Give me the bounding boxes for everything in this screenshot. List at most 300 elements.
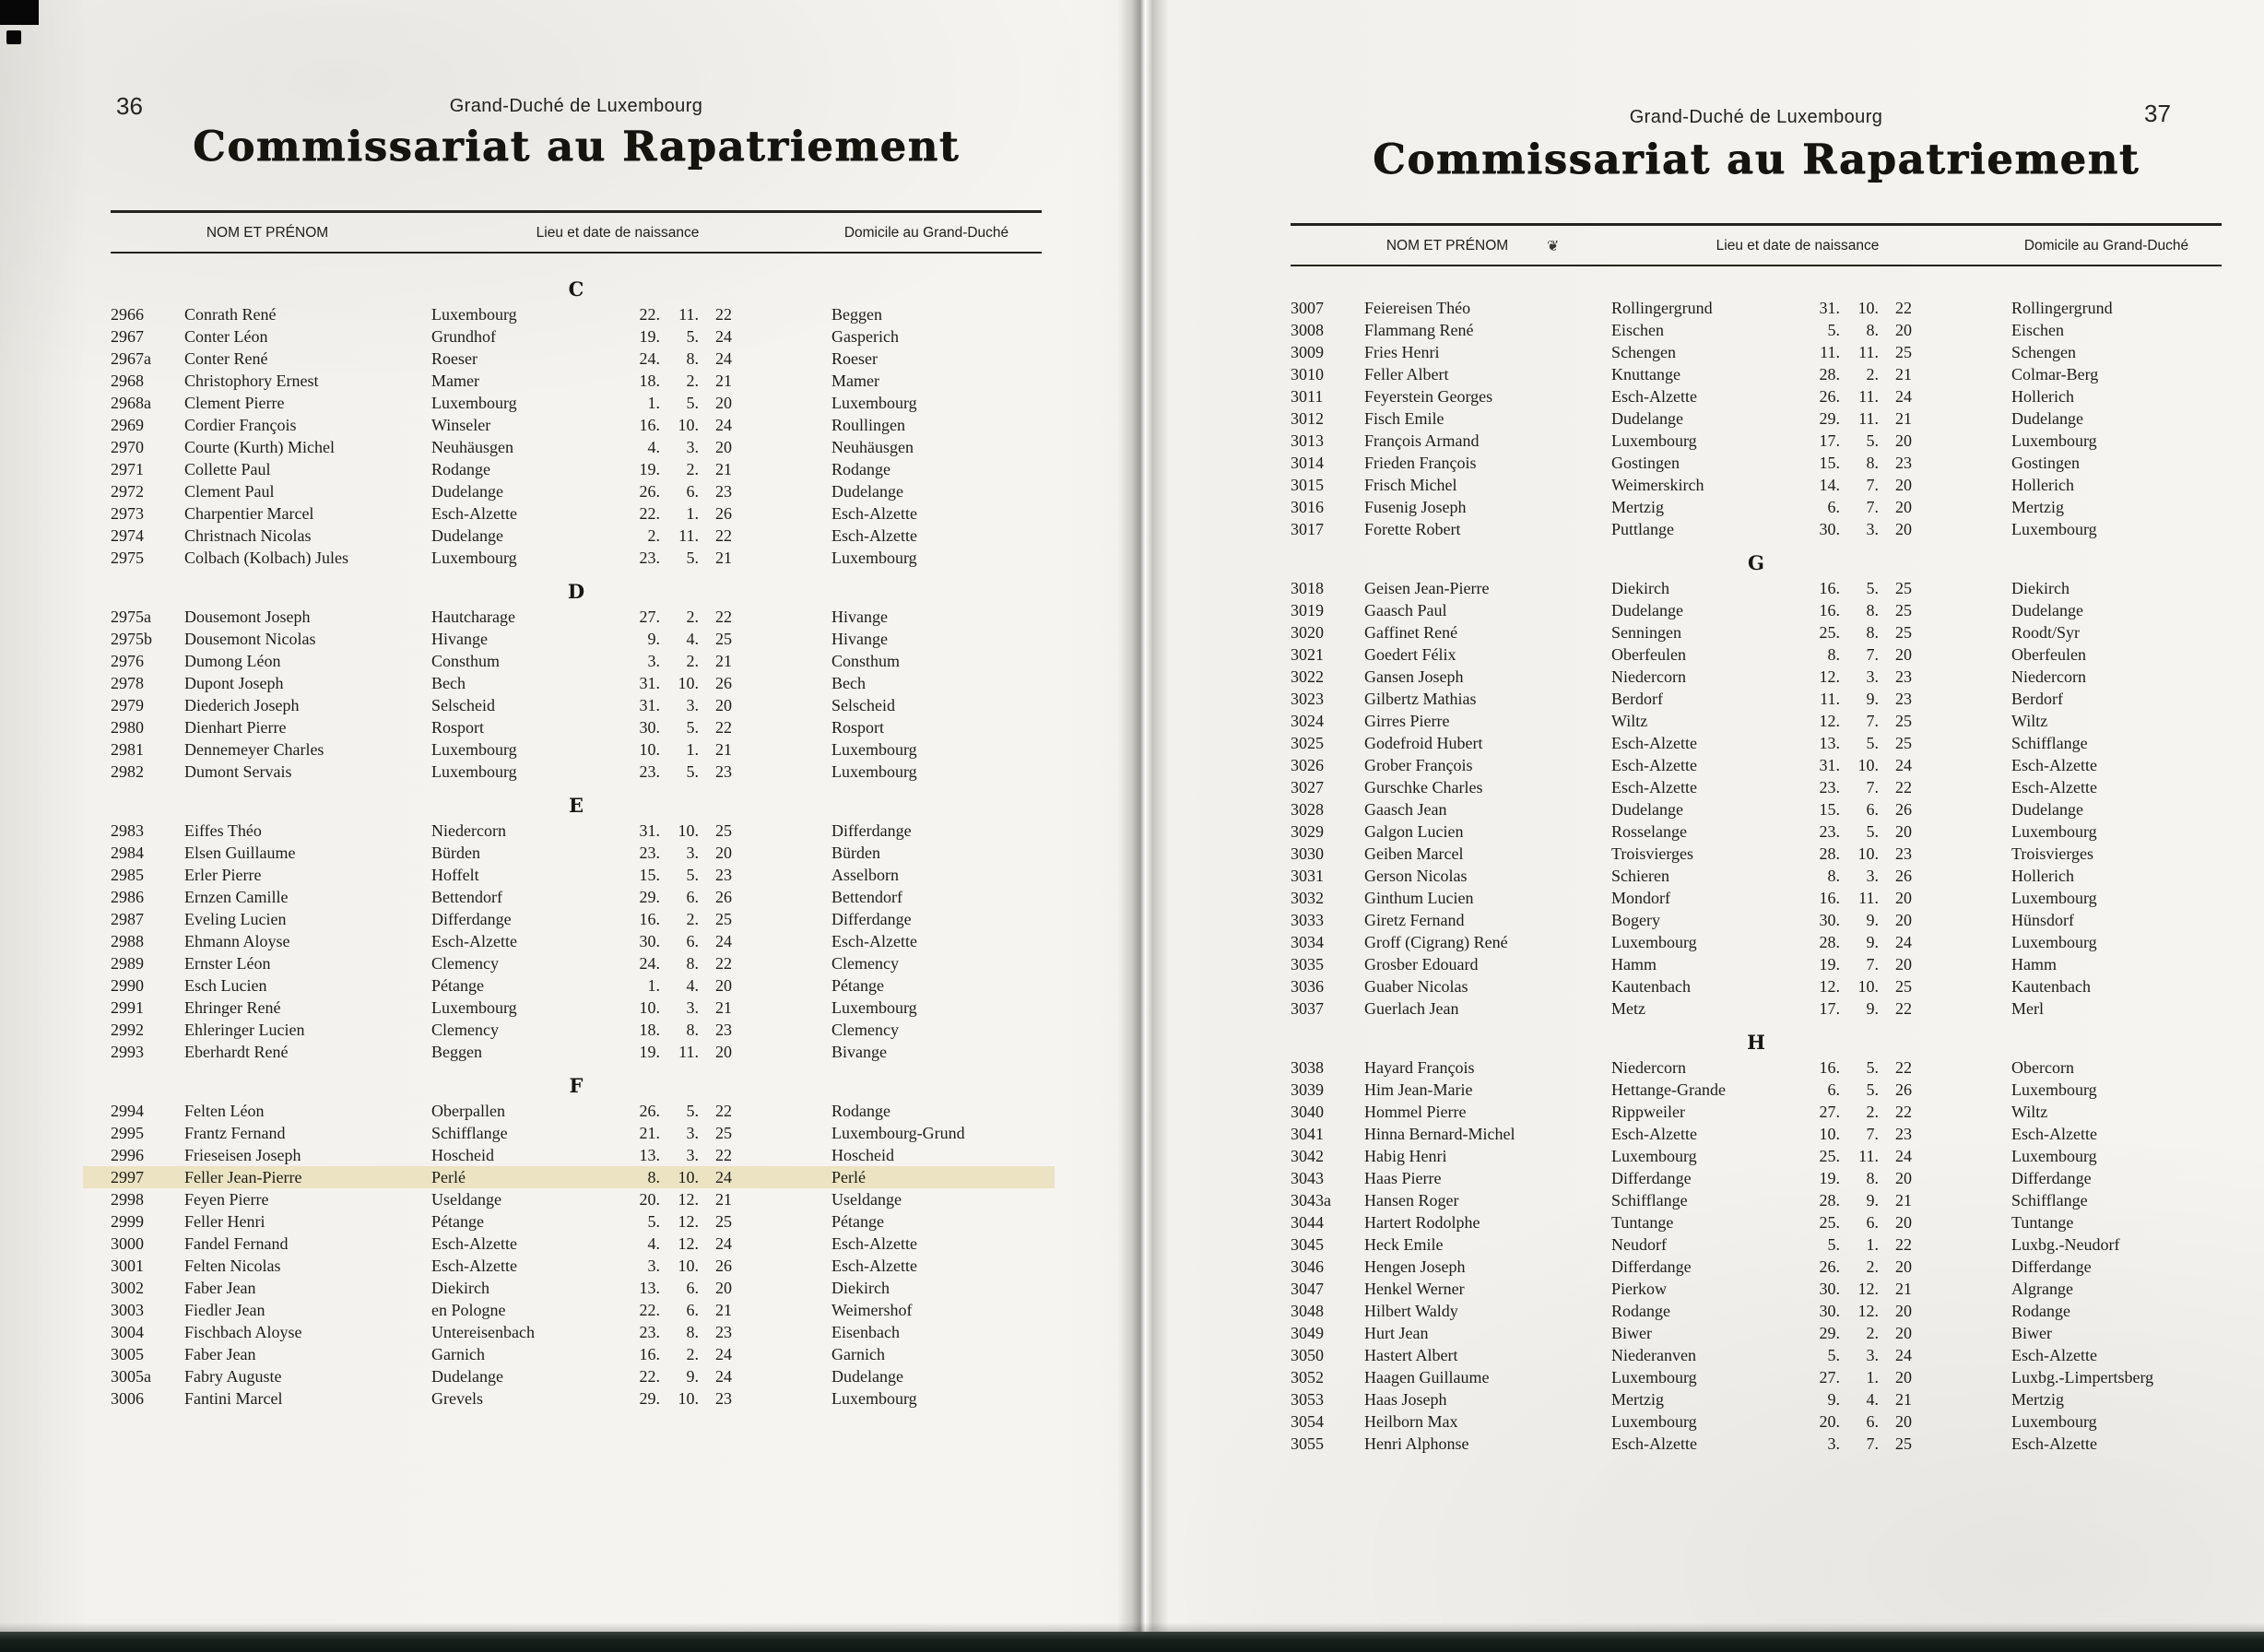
row-birthdate — [625, 1144, 800, 1166]
birth-month: 6. — [686, 1301, 699, 1319]
birth-month: 4. — [686, 630, 699, 648]
row-domicile: Clemency — [831, 1021, 899, 1039]
row-id: 3043 — [1291, 1169, 1324, 1187]
row-name: Hengen Joseph — [1364, 1257, 1466, 1276]
row-name: Heilborn Max — [1364, 1412, 1458, 1431]
row-domicile: Perlé — [831, 1168, 866, 1186]
birth-year: 20 — [1895, 1302, 1912, 1320]
row-name: Dupont Joseph — [184, 674, 284, 692]
row-birthplace: Mondorf — [1611, 889, 1670, 907]
row-id: 2987 — [111, 910, 144, 928]
table-row — [1291, 666, 2222, 688]
table-row — [1291, 997, 2222, 1020]
row-birthdate — [1805, 1123, 1980, 1145]
birth-year: 25 — [715, 821, 732, 840]
birth-year: 23 — [715, 482, 732, 501]
birth-day: 30. — [1819, 520, 1840, 538]
birth-month: 12. — [1857, 1280, 1879, 1298]
birth-month: 6. — [1866, 1213, 1879, 1232]
table-row — [1291, 1233, 2222, 1256]
row-name: Feiereisen Théo — [1364, 299, 1471, 317]
table-row — [111, 1255, 1042, 1277]
table-row — [111, 1210, 1042, 1233]
row-domicile: Luxembourg-Grund — [831, 1124, 965, 1142]
table-row — [1291, 643, 2222, 666]
birth-year: 25 — [715, 630, 732, 648]
row-birthplace: Schengen — [1611, 343, 1676, 361]
row-id: 2981 — [111, 740, 144, 759]
row-id: 3055 — [1291, 1434, 1324, 1453]
table-row — [111, 694, 1042, 716]
row-id: 3006 — [111, 1389, 144, 1408]
row-birthplace: Grundhof — [431, 327, 496, 346]
row-id: 3033 — [1291, 911, 1324, 929]
birth-month: 6. — [686, 482, 699, 501]
birth-day: 29. — [639, 1389, 660, 1408]
birth-month: 10. — [678, 1168, 699, 1186]
page-left — [111, 0, 1042, 1567]
table-row — [1291, 1410, 2222, 1433]
table-header-left — [111, 210, 1042, 254]
row-birthplace: Hoscheid — [431, 1146, 494, 1164]
row-id: 3039 — [1291, 1080, 1324, 1099]
row-id: 2992 — [111, 1021, 144, 1039]
birth-day: 16. — [1819, 1058, 1840, 1077]
birth-month: 10. — [678, 674, 699, 692]
birth-day: 29. — [1819, 1324, 1840, 1342]
row-id: 2985 — [111, 866, 144, 884]
row-birthplace: Rippweiler — [1611, 1103, 1685, 1121]
row-id: 3009 — [1291, 343, 1324, 361]
row-domicile: Bettendorf — [831, 888, 902, 906]
birth-year: 20 — [715, 844, 732, 862]
row-birthdate — [1805, 953, 1980, 975]
row-birthdate — [1805, 1145, 1980, 1167]
birth-month: 4. — [686, 976, 699, 995]
birth-day: 16. — [1819, 889, 1840, 907]
row-name: Heck Emile — [1364, 1235, 1444, 1254]
birth-day: 5. — [1827, 1346, 1840, 1364]
row-birthdate — [625, 1343, 800, 1365]
birth-year: 20 — [715, 1279, 732, 1297]
birth-day: 3. — [1827, 1434, 1840, 1453]
row-name: Haagen Guillaume — [1364, 1368, 1490, 1386]
row-id: 2990 — [111, 976, 144, 995]
row-domicile: Esch-Alzette — [831, 504, 917, 523]
row-birthplace: Biwer — [1611, 1324, 1652, 1342]
row-birthdate — [1805, 474, 1980, 496]
row-birthplace: Hettange-Grande — [1611, 1080, 1726, 1099]
row-birthdate — [625, 820, 800, 842]
row-id: 3035 — [1291, 955, 1324, 974]
row-birthdate — [625, 1100, 800, 1122]
birth-month: 2. — [686, 910, 699, 928]
birth-year: 20 — [1895, 1412, 1912, 1431]
row-birthdate — [1805, 1344, 1980, 1366]
col-header-name: NOM ET PRÉNOM — [1386, 238, 1509, 254]
row-birthdate — [625, 738, 800, 761]
row-name: Grosber Edouard — [1364, 955, 1479, 974]
row-name: Fusenig Joseph — [1364, 498, 1467, 516]
row-domicile: Schifflange — [2011, 734, 2088, 752]
row-id: 2970 — [111, 438, 144, 456]
row-birthdate — [625, 525, 800, 547]
row-birthdate — [1805, 1211, 1980, 1233]
row-birthplace: Metz — [1611, 999, 1645, 1018]
row-id: 3042 — [1291, 1147, 1324, 1165]
birth-year: 26 — [1895, 1080, 1912, 1099]
birth-month: 7. — [1866, 778, 1879, 796]
table-row — [1291, 1278, 2222, 1300]
birth-month: 5. — [686, 327, 699, 346]
ink-stamp-icon: ❦ — [1547, 239, 1560, 254]
row-id: 3050 — [1291, 1346, 1324, 1364]
birth-day: 30. — [639, 718, 660, 737]
birth-day: 8. — [647, 1168, 660, 1186]
birth-month: 2. — [1866, 1324, 1879, 1342]
birth-day: 23. — [639, 1323, 660, 1341]
birth-month: 8. — [1866, 1169, 1879, 1187]
row-domicile: Selscheid — [831, 696, 895, 714]
birth-year: 21 — [1895, 1280, 1912, 1298]
table-row — [111, 1365, 1042, 1387]
row-birthdate — [625, 886, 800, 908]
table-row — [1291, 599, 2222, 621]
row-domicile: Obercorn — [2011, 1058, 2074, 1077]
row-birthplace: Hivange — [431, 630, 488, 648]
birth-year: 20 — [1895, 645, 1912, 664]
table-row — [1291, 363, 2222, 385]
row-birthdate — [625, 392, 800, 414]
birth-year: 22 — [1895, 299, 1912, 317]
row-name: Eveling Lucien — [184, 910, 287, 928]
row-birthplace: Esch-Alzette — [1611, 387, 1697, 406]
birth-year: 24 — [715, 349, 732, 368]
birth-day: 27. — [639, 608, 660, 626]
row-birthplace: Oberfeulen — [1611, 645, 1686, 664]
row-id: 3052 — [1291, 1368, 1324, 1386]
row-name: Feller Albert — [1364, 365, 1449, 384]
row-birthplace: Rodange — [1611, 1302, 1670, 1320]
row-birthplace: Luxembourg — [1611, 1412, 1697, 1431]
birth-month: 11. — [678, 1043, 699, 1061]
row-domicile: Diekirch — [2011, 579, 2069, 597]
row-domicile: Troisvierges — [2011, 844, 2094, 863]
table-row — [111, 1277, 1042, 1299]
birth-month: 11. — [1858, 409, 1879, 428]
birth-month: 11. — [1858, 343, 1879, 361]
birth-day: 26. — [639, 482, 660, 501]
row-id: 2967a — [111, 349, 151, 368]
birth-month: 4. — [1866, 1390, 1879, 1409]
table-row — [111, 525, 1042, 547]
row-domicile: Esch-Alzette — [2011, 778, 2097, 796]
row-domicile: Esch-Alzette — [2011, 756, 2097, 774]
row-birthdate — [1805, 1322, 1980, 1344]
row-name: Fisch Emile — [1364, 409, 1444, 428]
birth-month: 10. — [1857, 844, 1879, 863]
row-id: 3022 — [1291, 667, 1324, 686]
row-id: 3013 — [1291, 431, 1324, 450]
row-birthplace: Niederanven — [1611, 1346, 1696, 1364]
row-domicile: Dudelange — [2011, 800, 2083, 819]
row-birthplace: Esch-Alzette — [1611, 778, 1697, 796]
row-birthplace: Esch-Alzette — [431, 1234, 517, 1253]
table-section — [111, 579, 1042, 783]
birth-day: 13. — [1819, 734, 1840, 752]
row-id: 3005 — [111, 1345, 144, 1363]
birth-month: 12. — [678, 1234, 699, 1253]
row-birthdate — [1805, 452, 1980, 474]
birth-day: 19. — [639, 1043, 660, 1061]
row-birthdate — [625, 1299, 800, 1321]
row-birthdate — [1805, 1189, 1980, 1211]
table-row — [111, 820, 1042, 842]
birth-day: 23. — [639, 549, 660, 567]
birth-month: 10. — [1857, 977, 1879, 996]
row-id: 3016 — [1291, 498, 1324, 516]
row-name: Esch Lucien — [184, 976, 267, 995]
row-domicile: Luxembourg — [2011, 1080, 2097, 1099]
birth-day: 18. — [639, 1021, 660, 1039]
row-birthplace: Clemency — [431, 954, 499, 973]
birth-year: 21 — [715, 549, 732, 567]
birth-day: 5. — [647, 1212, 660, 1231]
birth-month: 9. — [1866, 690, 1879, 708]
row-birthdate — [625, 930, 800, 952]
row-name: Dumong Léon — [184, 652, 281, 670]
birth-day: 17. — [1819, 999, 1840, 1018]
row-name: Colbach (Kolbach) Jules — [184, 549, 348, 567]
row-id: 3021 — [1291, 645, 1324, 664]
table-row — [111, 952, 1042, 974]
row-name: Eberhardt René — [184, 1043, 289, 1061]
row-birthplace: Selscheid — [431, 696, 495, 714]
row-name: Gaasch Jean — [1364, 800, 1447, 819]
row-id: 3017 — [1291, 520, 1324, 538]
row-birthplace: Bech — [431, 674, 466, 692]
row-id: 3038 — [1291, 1058, 1324, 1077]
row-domicile: Dudelange — [2011, 409, 2083, 428]
row-birthdate — [1805, 1278, 1980, 1300]
birth-month: 1. — [1866, 1368, 1879, 1386]
row-name: Henkel Werner — [1364, 1280, 1465, 1298]
birth-year: 24 — [715, 1345, 732, 1363]
birth-day: 14. — [1819, 476, 1840, 494]
table-section — [1291, 550, 2222, 1020]
row-birthdate — [1805, 1101, 1980, 1123]
row-domicile: Luxembourg — [831, 1389, 917, 1408]
row-name: Groff (Cigrang) René — [1364, 933, 1508, 951]
birth-month: 1. — [686, 504, 699, 523]
row-name: Clement Pierre — [184, 394, 285, 412]
birth-year: 21 — [715, 460, 732, 478]
row-birthplace: Roeser — [431, 349, 478, 368]
birth-month: 5. — [686, 866, 699, 884]
birth-day: 13. — [639, 1146, 660, 1164]
birth-day: 30. — [1819, 1302, 1840, 1320]
row-id: 3018 — [1291, 579, 1324, 597]
table-row — [1291, 931, 2222, 953]
row-domicile: Luxembourg — [831, 998, 917, 1017]
birth-day: 24. — [639, 349, 660, 368]
birth-month: 8. — [1866, 601, 1879, 620]
row-birthplace: Useldange — [431, 1190, 501, 1209]
birth-month: 5. — [1866, 734, 1879, 752]
row-domicile: Mertzig — [2011, 498, 2064, 516]
birth-day: 8. — [1827, 645, 1840, 664]
birth-year: 23 — [715, 866, 732, 884]
row-domicile: Differdange — [831, 821, 912, 840]
birth-year: 22 — [715, 954, 732, 973]
row-id: 2989 — [111, 954, 144, 973]
row-birthdate — [1805, 909, 1980, 931]
birth-month: 7. — [1866, 955, 1879, 974]
row-id: 3041 — [1291, 1125, 1324, 1143]
row-birthplace: Rollingergrund — [1611, 299, 1713, 317]
birth-day: 4. — [647, 438, 660, 456]
table-section — [111, 793, 1042, 1063]
birth-day: 31. — [1819, 756, 1840, 774]
row-domicile: Luxembourg — [831, 740, 917, 759]
row-domicile: Hoscheid — [831, 1146, 894, 1164]
row-name: Fischbach Aloyse — [184, 1323, 302, 1341]
row-birthplace: Schifflange — [431, 1124, 508, 1142]
birth-year: 25 — [715, 1212, 732, 1231]
row-domicile: Rodange — [2011, 1302, 2070, 1320]
table-row — [111, 1233, 1042, 1255]
row-birthdate — [1805, 407, 1980, 430]
row-name: Eiffes Théo — [184, 821, 262, 840]
row-name: Hansen Roger — [1364, 1191, 1459, 1210]
row-name: Giretz Fernand — [1364, 911, 1465, 929]
row-birthdate — [625, 325, 800, 348]
row-name: Gaffinet René — [1364, 623, 1458, 642]
row-domicile: Luxembourg — [2011, 822, 2097, 841]
birth-day: 4. — [647, 1234, 660, 1253]
birth-year: 20 — [1895, 889, 1912, 907]
row-birthplace: Neudorf — [1611, 1235, 1667, 1254]
table-row — [1291, 776, 2222, 798]
row-birthplace: Bettendorf — [431, 888, 502, 906]
row-domicile: Kautenbach — [2011, 977, 2091, 996]
birth-day: 12. — [1819, 667, 1840, 686]
birth-month: 8. — [1866, 321, 1879, 339]
birth-year: 21 — [715, 1301, 732, 1319]
row-birthdate — [625, 436, 800, 458]
birth-month: 5. — [686, 549, 699, 567]
row-id: 2972 — [111, 482, 144, 501]
table-row — [111, 392, 1042, 414]
row-birthplace: Bürden — [431, 844, 480, 862]
row-id: 3034 — [1291, 933, 1324, 951]
row-name: Girres Pierre — [1364, 712, 1450, 730]
row-id: 3020 — [1291, 623, 1324, 642]
row-birthplace: Pierkow — [1611, 1280, 1667, 1298]
birth-month: 5. — [1866, 822, 1879, 841]
table-row — [1291, 1256, 2222, 1278]
table-row — [1291, 1167, 2222, 1189]
page-number-right: 37 — [2144, 100, 2171, 127]
row-id: 2968 — [111, 372, 144, 390]
birth-month: 3. — [686, 1146, 699, 1164]
birth-day: 19. — [639, 327, 660, 346]
birth-month: 5. — [686, 1102, 699, 1120]
row-name: Hartert Rodolphe — [1364, 1213, 1480, 1232]
birth-year: 20 — [1895, 520, 1912, 538]
row-birthplace: Winseler — [431, 416, 491, 434]
birth-year: 20 — [1895, 1257, 1912, 1276]
birth-day: 19. — [1819, 955, 1840, 974]
table-row — [111, 547, 1042, 569]
table-row — [1291, 1322, 2222, 1344]
birth-day: 29. — [639, 888, 660, 906]
row-name: Habig Henri — [1364, 1147, 1447, 1165]
birth-month: 3. — [1866, 667, 1879, 686]
birth-day: 28. — [1819, 1191, 1840, 1210]
row-domicile: Rosport — [831, 718, 885, 737]
row-name: Grober François — [1364, 756, 1473, 774]
section-letter: D — [567, 580, 585, 603]
birth-month: 8. — [1866, 454, 1879, 472]
birth-month: 5. — [1866, 579, 1879, 597]
row-name: Ehringer René — [184, 998, 281, 1017]
row-birthdate — [625, 1321, 800, 1343]
row-domicile: Beggen — [831, 305, 882, 324]
row-birthplace: Dudelange — [1611, 601, 1683, 620]
table-row — [1291, 319, 2222, 341]
row-domicile: Schifflange — [2011, 1191, 2088, 1210]
row-birthdate — [625, 974, 800, 997]
row-birthplace: Rosport — [431, 718, 485, 737]
row-name: Flammang René — [1364, 321, 1474, 339]
row-birthplace: Esch-Alzette — [431, 1257, 517, 1275]
birth-month: 3. — [686, 696, 699, 714]
birth-day: 1. — [647, 394, 660, 412]
row-id: 3003 — [111, 1301, 144, 1319]
row-birthplace: Luxembourg — [1611, 933, 1697, 951]
row-birthdate — [625, 1188, 800, 1210]
row-id: 3037 — [1291, 999, 1324, 1018]
table-row — [111, 1166, 1042, 1188]
birth-month: 6. — [686, 932, 699, 950]
row-domicile: Dudelange — [2011, 601, 2083, 620]
row-birthplace: Luxembourg — [1611, 1368, 1697, 1386]
page-gutter-shadow — [1117, 0, 1169, 1652]
row-domicile: Gasperich — [831, 327, 899, 346]
table-row — [1291, 577, 2222, 599]
table-row — [1291, 518, 2222, 540]
row-name: Frisch Michel — [1364, 476, 1457, 494]
birth-day: 19. — [1819, 1169, 1840, 1187]
birth-year: 20 — [715, 696, 732, 714]
row-id: 2983 — [111, 821, 144, 840]
birth-day: 17. — [1819, 431, 1840, 450]
row-domicile: Esch-Alzette — [2011, 1434, 2097, 1453]
row-name: Diederich Joseph — [184, 696, 300, 714]
table-row — [111, 738, 1042, 761]
birth-year: 22 — [1895, 1103, 1912, 1121]
birth-month: 5. — [686, 394, 699, 412]
row-id: 2995 — [111, 1124, 144, 1142]
birth-month: 5. — [1866, 1080, 1879, 1099]
table-row — [111, 1144, 1042, 1166]
row-name: Christnach Nicolas — [184, 526, 312, 545]
row-birthdate — [1805, 1079, 1980, 1101]
birth-year: 20 — [1895, 476, 1912, 494]
row-name: Godefroid Hubert — [1364, 734, 1483, 752]
birth-year: 20 — [1895, 498, 1912, 516]
